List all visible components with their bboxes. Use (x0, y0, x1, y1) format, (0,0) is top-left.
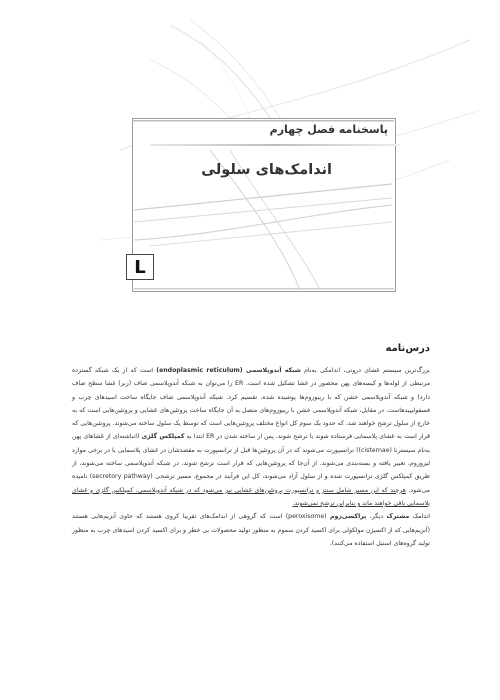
chapter-label: پاسخنامه فصل چهارم (269, 123, 388, 136)
bold-term: شبکه آندوپلاسمی (endoplasmic reticulum) (156, 367, 301, 374)
chapter-title-box (132, 118, 396, 292)
section-heading: درس‌نامه (385, 343, 430, 354)
chapter-letter-badge: L (126, 254, 154, 280)
paragraph (72, 364, 430, 510)
text-run: اندامک (409, 513, 430, 521)
text-run: بزرگ‌ترین سیستم غشای درونی، اندامکی بەنام (300, 367, 430, 374)
text-run: (انباشته‌ای از غشاهای پهن به‌نام سیسترنا (cisternae)) ترانسپورت می‌شوند که در آن پروتئین‌ها قبل از ترانسپورت به مقصدشان در غشای پلاسمایی یا در برخی موارد لیزوزوم، تغییر یافته و بسته‌بندی می‌شوند. از آن‌جا که پروتئین‌هایی که قرار است ترشح شوند، در شبکه آندوپلاسمی ساخته می‌شوند، از طریق کمپلکس گلژی ترانسپورت شده و از سلول آزاد می‌شوند، کل این فرآیند در مجموع، مسیر ترشحی (secretory pathway) نامیده می‌شود. (72, 433, 430, 494)
body-text (72, 364, 430, 550)
text-run: دیگر، (366, 513, 387, 521)
text-run: است که از یک شبکه گسترده مرتبطی از لوله‌ها و کیسه‌های پهن محصور در غشا تشکیل شده است. ER را می‌توان به شبکه آندوپلاسمی صاف (زبر) غشا سطح صاف دارد) و شبکه آندوپلاسمی خشن که با ریبوزوم‌ها پوشیده شده، تقسیم کرد. شبکه آندوپلاسمی صاف جایگاه ساخت اسیدهای چرب و فسفولیپیدهاست. در مقابل، شبکه آندوپلاسمی خشن با ریبوزوم‌های متصل به آن جایگاه ساخت پروتئین‌های غشایی و پروتئین‌هایی است که به خارج از سلول ترشح خواهند شد، که حدود یک سوم کل انواع مختلف پروتئین‌هایی است که توسط یک سلول ساخته می‌شوند. پروتئین‌هایی که قرار است به غشای پلاسمایی فرستاده شوند یا ترشح شوند، پس از ساخته شدن در ER ابتدا به (72, 367, 431, 441)
underlined-text: هرچند که این مسیر شامل سنتز و ترانسپورت پروتئین‌های غشایی نیز می‌شود که در شبکه آندوپلاسمی، کمپلکس گلژی و غشای پلاسمایی باقی خواهند ماند و بنابراین ترشح نمی‌شوند. (72, 486, 430, 507)
bold-term: کمپلکس گلژی (141, 433, 185, 441)
text-run: (peroxisome) است که گروهی از اندامک‌های تقریبا کروی هستند که حاوی آنزیم‌هایی هستند (آنزیم‌هایی که از اکسیژن مولکولی برای اکسید کردن سموم به منظور تولید محصولات بی خطر و برای اکسید کردن اسیدهای چرب به منظور تولید گروه‌های استیل استفاده می‌کنند). (72, 513, 430, 547)
paragraph (72, 510, 430, 550)
bold-term: پراکسی‌زوم (329, 513, 367, 521)
chapter-title: اندامک‌های سلولی (201, 162, 332, 178)
bold-term: مشترک (386, 513, 410, 521)
